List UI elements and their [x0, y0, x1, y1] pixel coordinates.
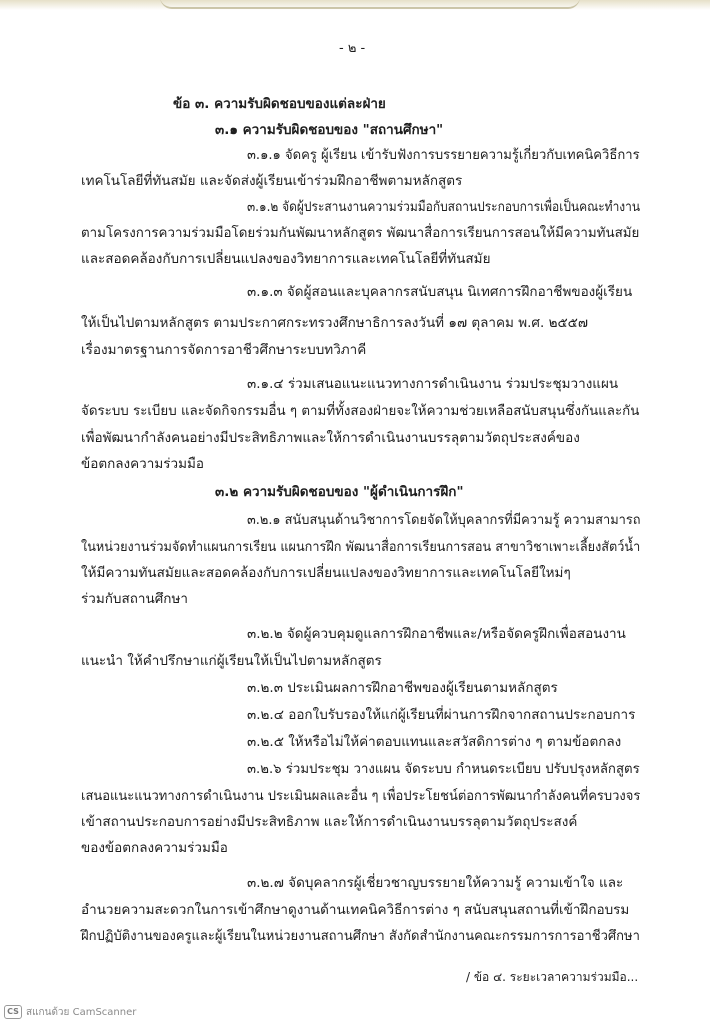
- paragraph-line: ๓.๒.๖ ร่วมประชุม วางแผน จัดระบบ กำหนดระเบียบ ปรับปรุงหลักสูตร: [247, 761, 640, 777]
- paragraph-line: ให้มีความทันสมัยและสอดคล้องกับการเปลี่ยนแปลงของวิทยาการและเทคโนโลยีใหม่ๆ: [81, 565, 571, 581]
- paragraph-line: ฝึกปฏิบัติงานของครูและผู้เรียนในหน่วยงานสถานศึกษา สังกัดสำนักงานคณะกรรมการการอาชีวศึกษา: [81, 928, 640, 944]
- paragraph-line: ๓.๑.๒ จัดผู้ประสานงานความร่วมมือกับสถานประกอบการเพื่อเป็นคณะทำงาน: [247, 199, 641, 215]
- paragraph-line: อำนวยความสะดวกในการเข้าศึกษาดูงานด้านเทคนิควิธีการต่าง ๆ สนับสนุนสถานที่เข้าฝึกอบรม: [81, 902, 630, 918]
- continuation-note: / ข้อ ๔. ระยะเวลาความร่วมมือ...: [466, 970, 639, 984]
- paragraph-line: ข้อตกลงความร่วมมือ: [81, 456, 204, 472]
- paragraph-line: ของข้อตกลงความร่วมมือ: [81, 840, 228, 856]
- paragraph-line: จัดระบบ ระเบียบ และจัดกิจกรรมอื่น ๆ ตามที่ทั้งสองฝ่ายจะให้ความช่วยเหลือสนับสนุนซึ่งกันและกัน: [81, 403, 640, 419]
- paragraph-line: เทคโนโลยีที่ทันสมัย และจัดส่งผู้เรียนเข้าร่วมฝึกอาชีพตามหลักสูตร: [81, 173, 463, 189]
- page-number: - ๒ -: [339, 41, 366, 56]
- paragraph-line: เรื่องมาตรฐานการจัดการอาชีวศึกษาระบบทวิภาคี: [81, 342, 367, 358]
- header-ornament: [160, 0, 580, 9]
- paragraph-line: เข้าสถานประกอบการอย่างมีประสิทธิภาพ และให้การดำเนินงานบรรลุตามวัตถุประสงค์: [81, 814, 578, 830]
- paragraph-line: เพื่อพัฒนากำลังคนอย่างมีประสิทธิภาพและให้การดำเนินงานบรรลุตามวัตถุประสงค์ของ: [81, 430, 580, 446]
- paragraph-line: ๓.๑.๑ จัดครู ผู้เรียน เข้ารับฟังการบรรยายความรู้เกี่ยวกับเทคนิควิธีการ: [247, 147, 640, 163]
- subsection-heading: ๓.๑ ความรับผิดชอบของ "สถานศึกษา": [215, 122, 444, 138]
- camscanner-icon: CS: [4, 1005, 22, 1019]
- paragraph-line: และสอดคล้องกับการเปลี่ยนแปลงของวิทยาการและเทคโนโลยีที่ทันสมัย: [81, 251, 491, 267]
- paragraph-line: ๓.๒.๔ ออกใบรับรองให้แก่ผู้เรียนที่ผ่านการฝึกจากสถานประกอบการ: [247, 707, 636, 723]
- subsection-heading: ๓.๒ ความรับผิดชอบของ "ผู้ดำเนินการฝึก": [215, 484, 464, 500]
- paragraph-line: ในหน่วยงานร่วมจัดทำแผนการเรียน แผนการฝึก พัฒนาสื่อการเรียนการสอน สาขาวิชาเพาะเลี้ยงสัตว์น้ำ: [81, 539, 641, 555]
- paragraph-line: แนะนำ ให้คำปรึกษาแก่ผู้เรียนให้เป็นไปตามหลักสูตร: [81, 653, 382, 669]
- paragraph-line: ๓.๑.๔ ร่วมเสนอแนะแนวทางการดำเนินงาน ร่วมประชุมวางแผน: [247, 376, 619, 392]
- paragraph-line: ๓.๒.๑ สนับสนุนด้านวิชาการโดยจัดให้บุคลากรที่มีความรู้ ความสามารถ: [247, 512, 641, 528]
- paragraph-line: ให้เป็นไปตามหลักสูตร ตามประกาศกระทรวงศึกษาธิการลงวันที่ ๑๗ ตุลาคม พ.ศ. ๒๕๕๗: [81, 315, 589, 331]
- paragraph-line: ร่วมกับสถานศึกษา: [81, 591, 188, 607]
- scanner-watermark-text: สแกนด้วย CamScanner: [26, 1006, 137, 1018]
- paragraph-line: ๓.๒.๗ จัดบุคลากรผู้เชี่ยวชาญบรรยายให้ความรู้ ความเข้าใจ และ: [247, 875, 624, 891]
- paragraph-line: เสนอแนะแนวทางการดำเนินงาน ประเมินผลและอื่น ๆ เพื่อประโยชน์ต่อการพัฒนากำลังคนที่ครบวงจร: [81, 788, 641, 804]
- paragraph-line: ตามโครงการความร่วมมือโดยร่วมกันพัฒนาหลักสูตร พัฒนาสื่อการเรียนการสอนให้มีความทันสมัย: [81, 225, 640, 241]
- paragraph-line: ๓.๒.๕ ให้หรือไม่ให้ค่าตอบแทนและสวัสดิการต่าง ๆ ตามข้อตกลง: [247, 734, 622, 750]
- paragraph-line: ๓.๑.๓ จัดผู้สอนและบุคลากรสนับสนุน นิเทศการฝึกอาชีพของผู้เรียน: [247, 284, 633, 300]
- section-heading: ข้อ ๓. ความรับผิดชอบของแต่ละฝ่าย: [173, 96, 386, 112]
- paragraph-line: ๓.๒.๒ จัดผู้ควบคุมดูแลการฝึกอาชีพและ/หรือจัดครูฝึกเพื่อสอนงาน: [247, 626, 626, 642]
- paragraph-line: ๓.๒.๓ ประเมินผลการฝึกอาชีพของผู้เรียนตามหลักสูตร: [247, 680, 558, 696]
- scanner-watermark: [4, 1004, 136, 1020]
